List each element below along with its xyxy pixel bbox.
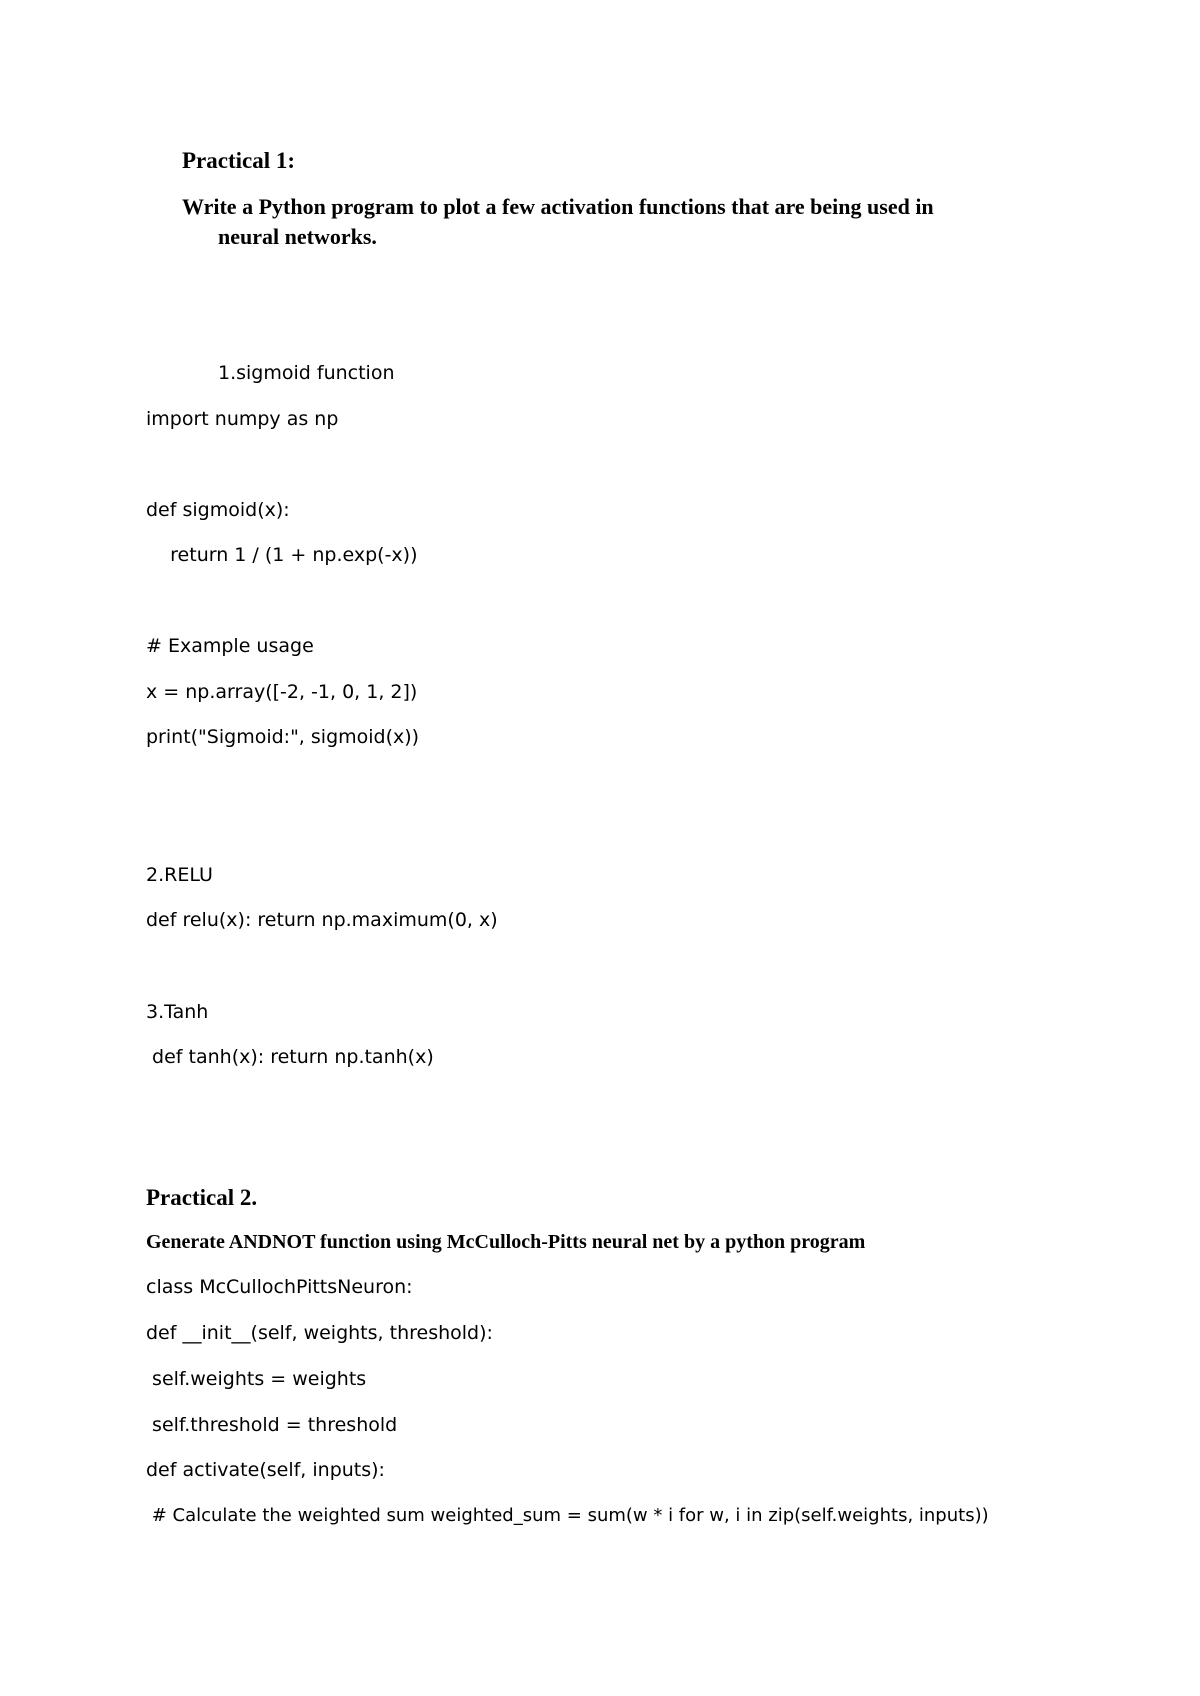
sigmoid-section-label: 1.sigmoid function <box>218 362 395 384</box>
tanh-section-label: 3.Tanh <box>146 1001 209 1023</box>
practical-2-heading: Practical 2. <box>146 1185 258 1210</box>
practical-1-task-line-1: Write a Python program to plot a few activation functions that are being used in <box>182 194 934 219</box>
code-line: print("Sigmoid:", sigmoid(x)) <box>146 726 420 748</box>
code-line: def sigmoid(x): <box>146 499 290 521</box>
code-line: self.weights = weights <box>146 1368 367 1390</box>
practical-1-task-line-2: neural networks. <box>218 224 377 249</box>
code-line: import numpy as np <box>146 408 339 430</box>
code-line: self.threshold = threshold <box>146 1414 398 1436</box>
code-line: return 1 / (1 + np.exp(-x)) <box>146 544 418 566</box>
practical-2-task: Generate ANDNOT function using McCulloch-Pitts neural net by a python program <box>146 1231 866 1253</box>
code-line: class McCullochPittsNeuron: <box>146 1276 413 1298</box>
code-line: def tanh(x): return np.tanh(x) <box>146 1046 434 1068</box>
code-comment: # Calculate the weighted sum weighted_sum = sum(w * i for w, i in zip(self.weights, inputs)) <box>146 1505 989 1526</box>
relu-section-label: 2.RELU <box>146 864 213 886</box>
code-line: def __init__(self, weights, threshold): <box>146 1322 493 1344</box>
code-comment: # Example usage <box>146 635 314 657</box>
practical-1-heading: Practical 1: <box>182 148 296 173</box>
code-line: def activate(self, inputs): <box>146 1459 385 1481</box>
code-line: x = np.array([-2, -1, 0, 1, 2]) <box>146 681 418 703</box>
code-line: def relu(x): return np.maximum(0, x) <box>146 909 498 931</box>
